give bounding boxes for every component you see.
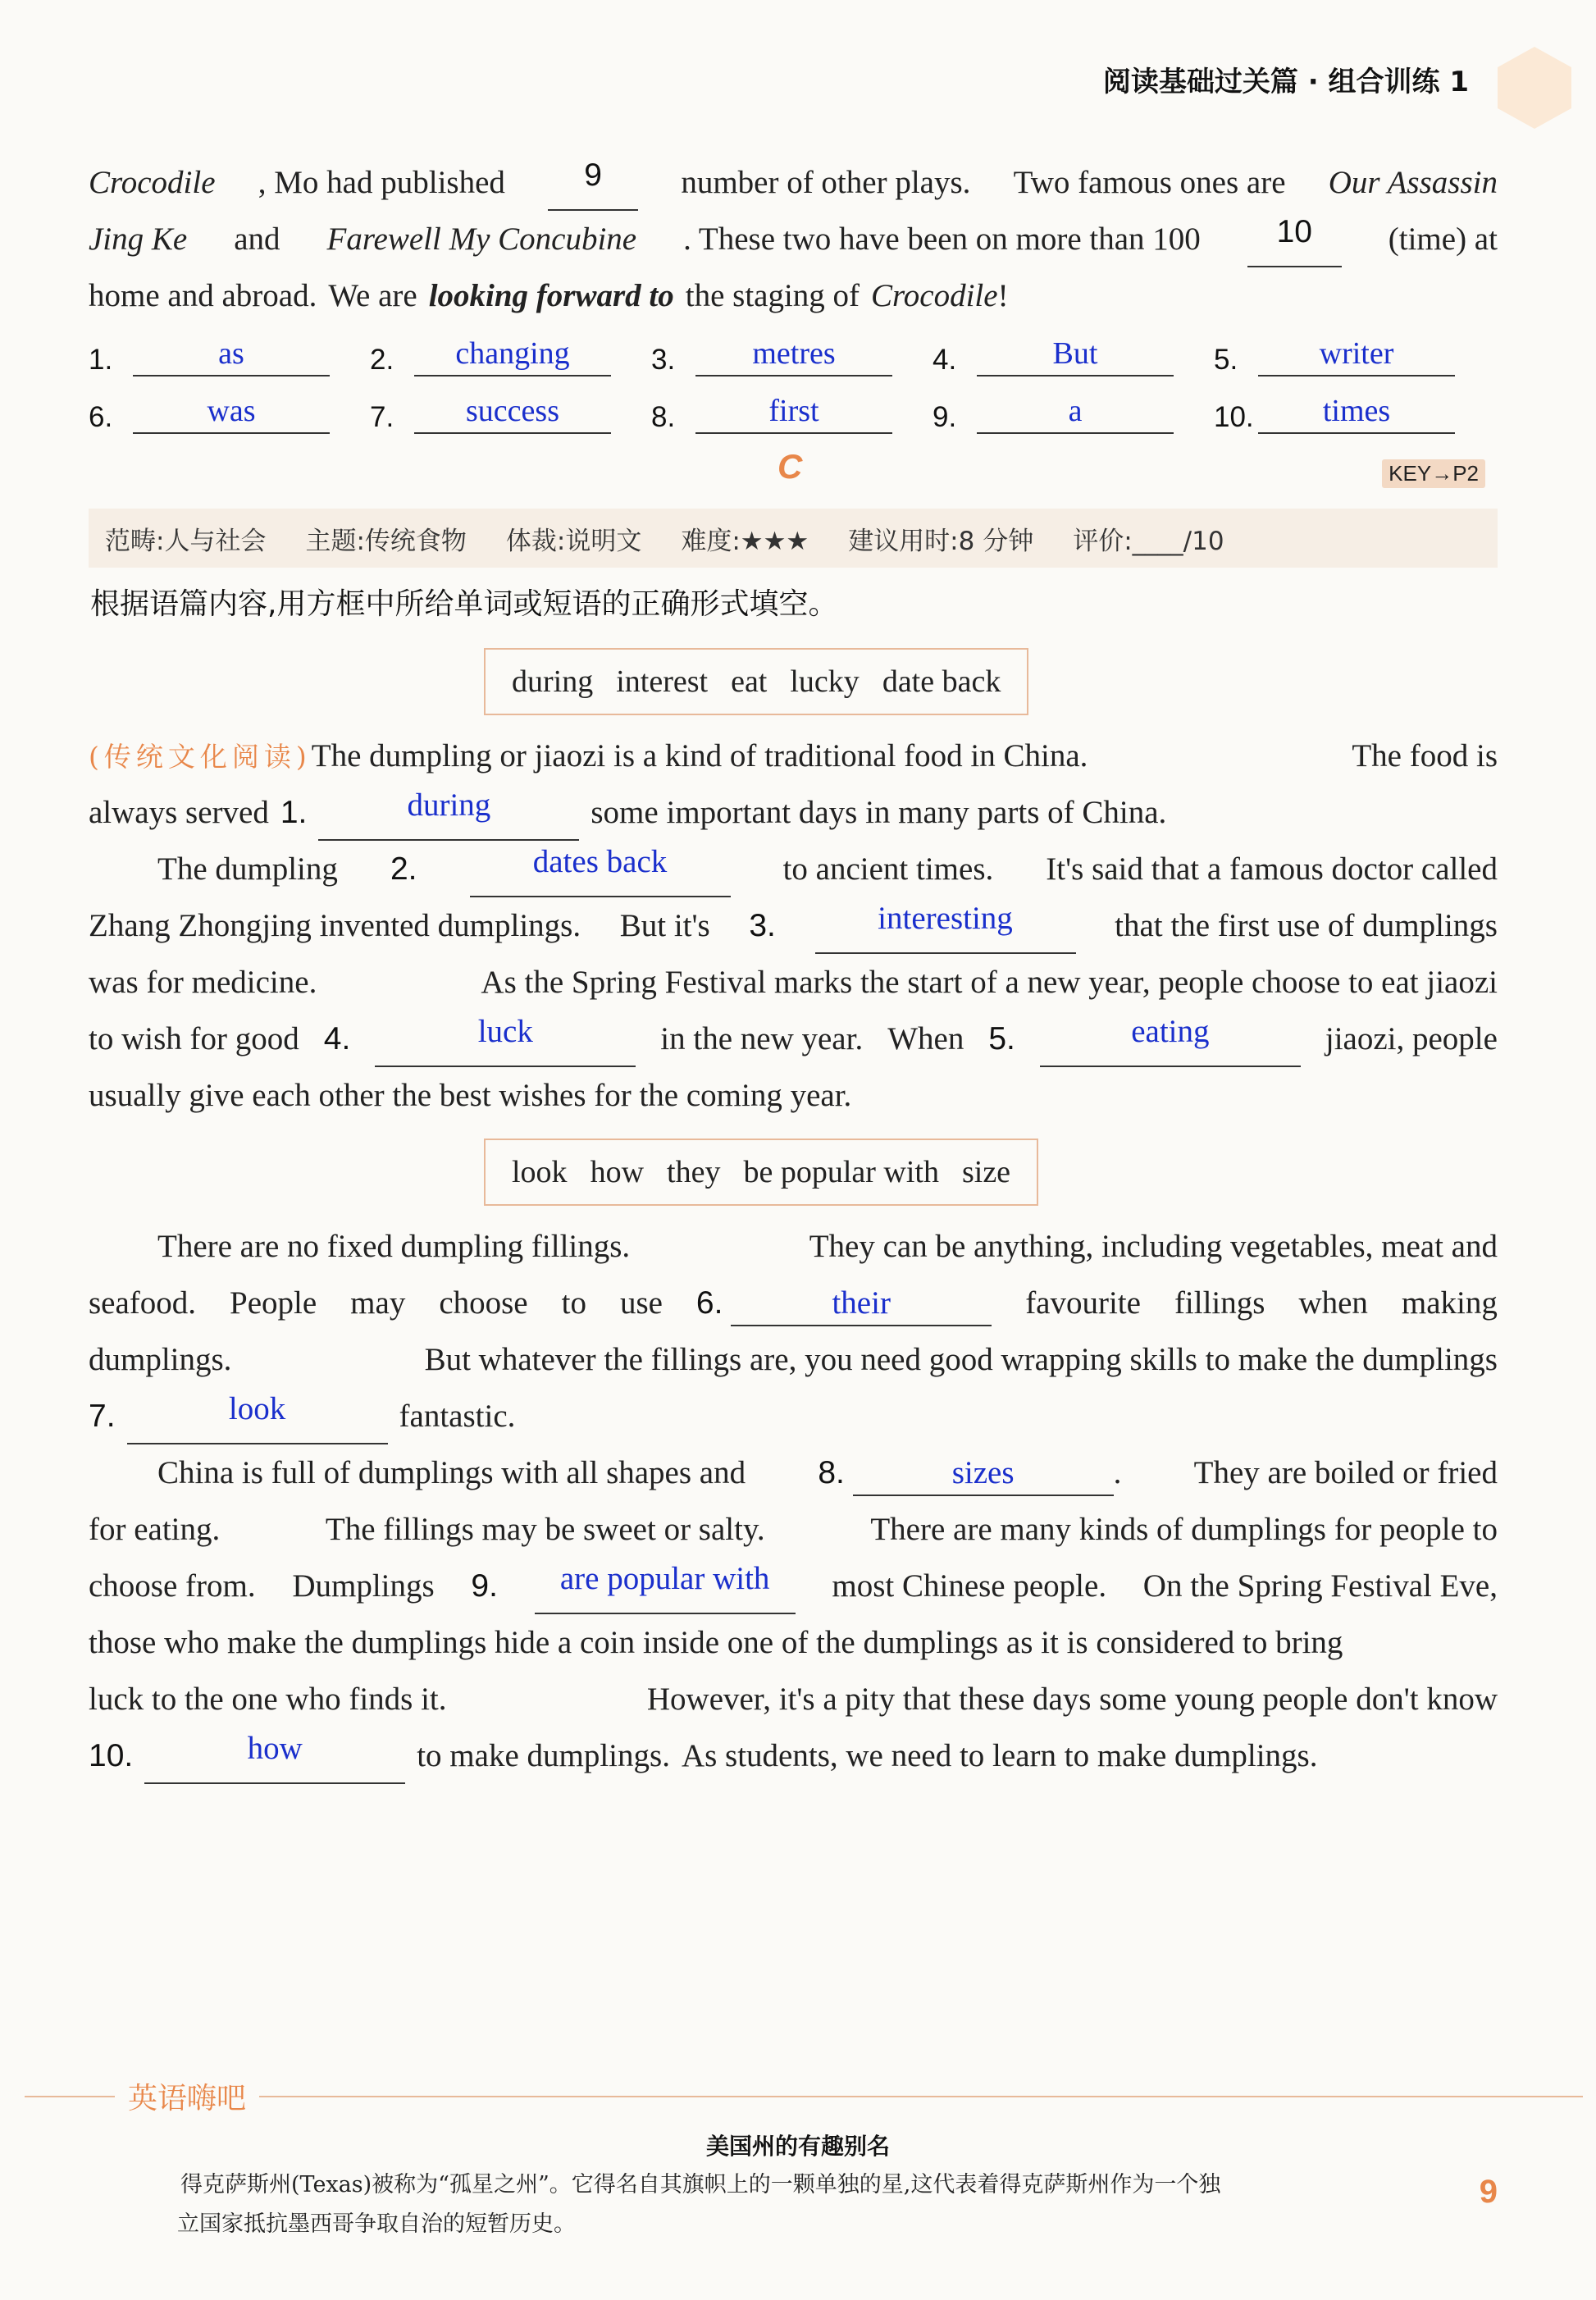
passage-b: Crocodile , Mo had published 9 number of other plays. Two famous ones are Our Assassin Jing Ke and Farewell My Concubine . These two have been on more than 100 10 (time) at home and abroad. We are looking forward to the staging of Crocodile ! xyxy=(89,154,1498,324)
answer-key-ref: KEY→P2 xyxy=(1382,459,1485,488)
instruction: 根据语篇内容,用方框中所给单词或短语的正确形式填空。 xyxy=(90,587,838,621)
blank-10: how xyxy=(144,1727,405,1784)
answer-blank: success xyxy=(414,390,611,434)
word-box-2: look how they be popular with size xyxy=(484,1139,1038,1206)
genre: 体裁:说明文 xyxy=(505,526,642,556)
blank-2: dates back xyxy=(470,841,731,897)
text: Crocodile xyxy=(89,165,216,200)
paragraph-1: (传统文化阅读)The dumpling or jiaozi is a kind of traditional food in China. The food is always served 1. during some important days in many parts of China. xyxy=(89,728,1498,841)
blank-9: 9 xyxy=(548,154,638,211)
answer-blank: changing xyxy=(414,332,611,376)
answer-blank: times xyxy=(1258,390,1455,434)
page-number: 9 xyxy=(1479,2174,1498,2210)
blank-8: sizes xyxy=(853,1452,1114,1496)
answer-blank: writer xyxy=(1258,332,1455,376)
answer-blank: But xyxy=(977,332,1174,376)
blank-3: interesting xyxy=(815,897,1076,954)
page-header-title: 阅读基础过关篇 · 组合训练 1 xyxy=(1102,66,1469,98)
category: 范畴:人与社会 xyxy=(105,526,267,556)
suggested-time: 建议用时:8 分钟 xyxy=(848,526,1034,556)
hexagon-decoration xyxy=(1489,43,1580,133)
section-c-letter: C xyxy=(777,447,803,486)
answer-blank: was xyxy=(133,390,330,434)
footer-text: 得克萨斯州(Texas)被称为“孤星之州”。它得名自其旗帜上的一颗单独的星,这代表着得克萨斯州作为一个独 立国家抵抗墨西哥争取自治的短暂历史。 xyxy=(177,2172,1221,2237)
paragraph-4: China is full of dumplings with all shapes and 8. sizes . They are boiled or fried for eating. The fillings may be sweet or salty. There are many kinds of dumplings for people to choose from. Dumplings 9. are popular with most Chinese people. On the Spring Festival Eve, those who make the dumplings hide a coin inside one of the dumplings as it is considered to bring luck to the one who finds it. However, it's a pity that these days some young people don't know 10. how to make dumplings. As students, we need to learn to make dumplings. xyxy=(89,1444,1498,1784)
difficulty: 难度:★★★ xyxy=(681,526,809,556)
answer-blank: a xyxy=(977,390,1174,434)
footer-label: 英语嗨吧 xyxy=(115,2075,259,2117)
culture-tag: (传统文化阅读) xyxy=(89,741,312,773)
blank-1: during xyxy=(318,784,579,841)
blank-7: look xyxy=(127,1388,388,1444)
word-box-1: during interest eat lucky date back xyxy=(484,648,1028,715)
paragraph-3: There are no fixed dumpling fillings. They can be anything, including vegetables, meat and seafood. People may choose to use 6. their favourite fillings when making dumplings. But whatever the fillings are, you need good wrapping skills to make the dumplings 7. look fantastic. xyxy=(89,1218,1498,1444)
answer-blank: as xyxy=(133,332,330,376)
rating: 评价:____/10 xyxy=(1073,526,1224,556)
blank-9: are popular with xyxy=(535,1558,796,1614)
blank-10: 10 xyxy=(1247,211,1342,267)
footer-title: 美国州的有趣别名 xyxy=(705,2133,890,2160)
answer-row-2: 6. was 7. success 8. first 9. a 10. times xyxy=(89,390,1498,434)
topic: 主题:传统食物 xyxy=(305,526,467,556)
answer-blank: first xyxy=(695,390,892,434)
answer-row-1: 1. as 2. changing 3. metres 4. But 5. writer xyxy=(89,332,1498,376)
info-bar xyxy=(89,509,1498,568)
blank-5: eating xyxy=(1040,1011,1301,1067)
blank-6: their xyxy=(731,1282,992,1326)
blank-4: luck xyxy=(375,1011,636,1067)
paragraph-2: The dumpling 2. dates back to ancient times. It's said that a famous doctor called Zhang Zhongjing invented dumplings. But it's 3. interesting that the first use of dumplings was for medicine. As the Spring Festival marks the start of a new year, people choose to eat jiaozi to wish for good 4. luck in the new year. When 5. eating jiaozi, people usually give each other the best wishes for the coming year. xyxy=(89,841,1498,1124)
answer-blank: metres xyxy=(695,332,892,376)
